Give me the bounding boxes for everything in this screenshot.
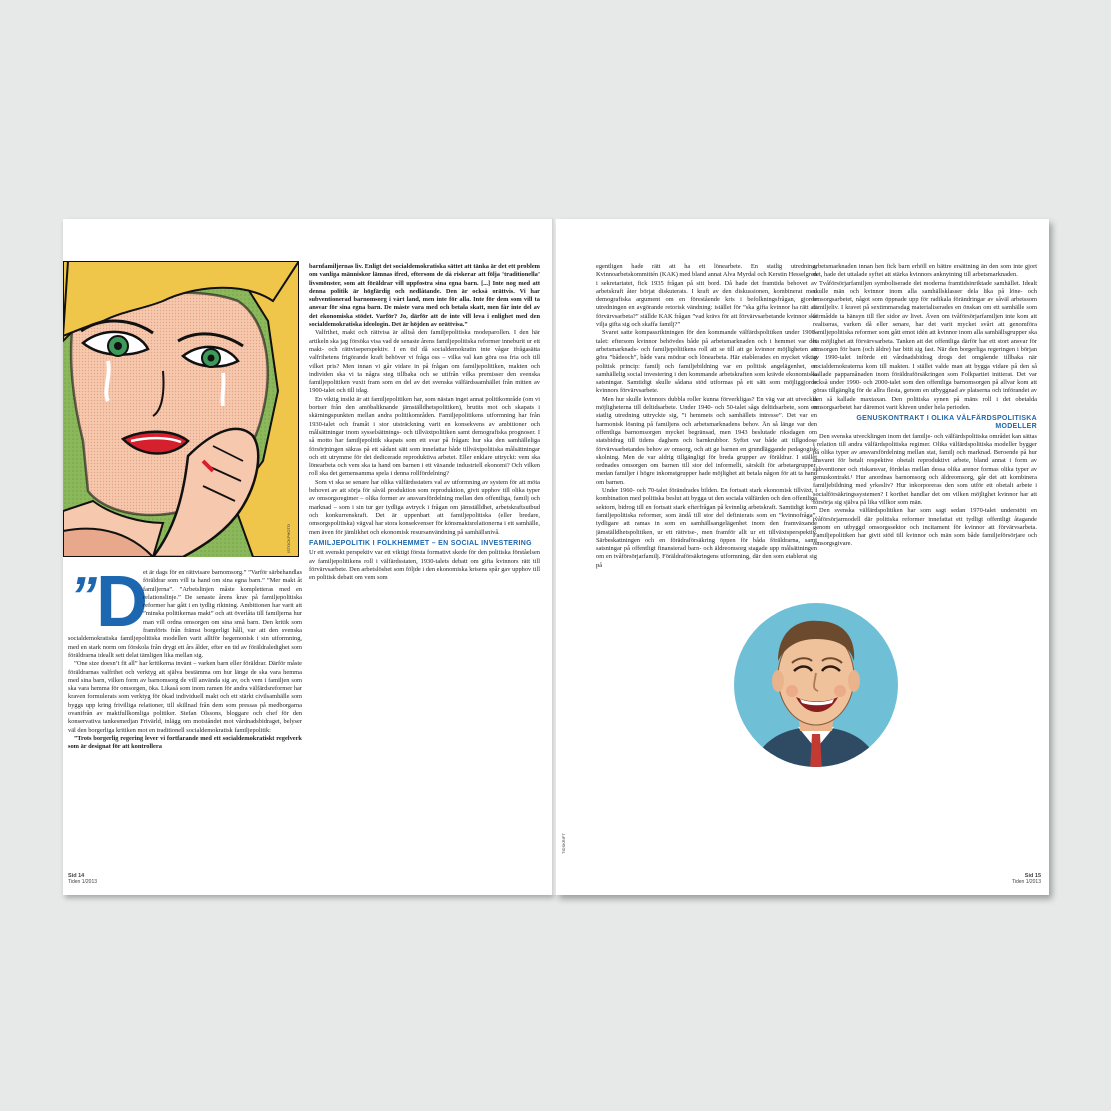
quote-paragraph: ”Trots borgerlig regering lever vi fortfarande med ett socialdemokratiskt regelverk som är designat för att kontrollera <box>68 734 302 751</box>
quote-paragraph: barnfamiljernas liv. Enligt det socialdemokratiska sättet att tänka är det ett problem om vanliga människor lämnas ifred, eftersom de då riskerar att följa ‘traditionella’ livsmönster, som att föräldrar vill uppfostra sina egna barn. [...] Inte nog med att denna politik är högfärdig och nedlåtande. Den är också orättvis. Vi har subventionerad barnomsorg i vårt land, men inte för alla. Inte för dem som vill ta ansvar för sina egna barn. De måste vara med och betala skatt, men får inte del av det ekonomiska stödet. Varför? Jo, därför att de inte vill leva i enlighet med den socialdemokratiska ideologin. Det är höjden av orättvisa.” <box>309 263 540 329</box>
section-heading: FAMILJEPOLITIK I FOLKHEMMET – EN SOCIAL INVESTERING <box>309 539 532 547</box>
crying-woman-comic-illustration <box>63 261 299 557</box>
image-wrap-spacer <box>726 599 818 749</box>
issue-label: Tiden 1/2013 <box>68 879 98 885</box>
side-label: TIDSKRIFT <box>561 833 566 854</box>
paragraph: arbetsmarknaden innan hen fick barn erhöll en bättre ersättning än den som inte gjort det, hade det uttalade syftet att stärka kvinnors anknytning till arbetsmarknaden. <box>813 263 1037 279</box>
page-number: Sid 14 <box>68 873 85 879</box>
paragraph: Under 1960- och 70-talet förändrades bilden. En fortsatt stark ekonomisk tillväxt, i kombination med politiska beslut att bygga ut den sociala välfärden och den offentliga sektorn, bidrog till en fortsatt stark efterfrågan på kvinnlig arbetskraft. Samtidigt kom familjepolitiska reformer, som ändå till stor del definierats som en ”kvinnofråga”, tydligare att ramas in som en samhällsangelägenhet inom den framväxande jämställdhetspolitiken, ur ett rättvise-, men framför allt ur ett tillväxtsperspektiv. Särbeskattningen och en förädraförsäkring öppen för båda föräldrarna, samt satsningar på offentligt finansierad barn- och äldreomsorg stagade upp målsättningen om en tvåförsörjarfamilj. Föräldraförsäkringens utformning, där den som etablerat sig på <box>596 487 818 569</box>
paragraph: Men hur skulle kvinnors dubbla roller kunna förverkligas? En väg var att utveckla möjligheterna till deltidsarbete. Under 1940- och 50-talet sågs deltidsarbete, som en statlig utredning uttryckte sig, ”i hemmets och samhällets intresse”. Det var en harmonisk lösning på familjens och arbetsmarknadens behov. Än så länge var den offentliga barnomsorgen mycket begränsad, men 1943 beslutade riksdagen om statsbidrag till tidens daghem och barnkrubbor. Syftet var både att tillgodose förvärvsarbetandes behov av omsorg, och att ge barnen en grundläggande pedagogisk skolning. Men de var aldrig tillgängligt för breda grupper av föräldrar. I stället ordnades omsorgen om barnen till stor del informellt, särskilt för arbetargrupper, medan familjer i högre inkomstgrupper hade möjlighet att betala någon för att ta hand om barnen. <box>596 395 817 486</box>
issue-label: Tiden 1/2013 <box>1011 879 1041 885</box>
left-page <box>63 219 552 895</box>
paragraph: En viktig insikt är att familjepolitiken har, som nästan inget annat politikområde (om vi bortser från den amöbaliknande jämställdhetspolitiken), brutits mot och skapats i skärningspunkten mellan andra politikområden. Familjepolitikens utformning har från 1930-talet och framåt i stor utsträckning varit en konsekvens av ambitioner och målsättningar inom sysselsättnings- och tillväxtpolitiken samt demografiska prognoser. I så motto har familjepolitik skapats som ett svar på frågan: hur ska den samhälleliga försörjningen säkras på ett sådant sätt som innefattar både tillväxtpolitiska målsättningar och ett utrymme för det dedicerade reproduktiva arbetet. Eller enklare uttryckt: vem ska lönearbeta och vem ska ta hand om barnen i ett växande industriell ekonomi? Och vilken roll ska det gemensamma spela i denna rollfördelning? <box>309 395 540 478</box>
paragraph: Ur ett svenskt perspektiv var ett viktigt första formativt skede för den politiska förståelsen av familjepolitikens roll i välfärdsstaten, 1930-talets debatt om gifta kvinnors rätt till förvärvsarbete. Den arbetslöshet som följde i den ekonomiska krisens spår gav upphov till en politisk debatt om vem som <box>309 549 540 582</box>
left-column-1 <box>68 562 302 865</box>
section-heading: GENUSKONTRAKT I OLIKA VÄLFÄRDSPOLITISKA MODELLER <box>856 415 1037 430</box>
drop-cap-quote: ” <box>70 566 97 626</box>
paragraph: Valfrihet, makt och rättvisa är alltså den familjepolitiska modeparollen. I den här artikeln ska jag försöka visa vad de senaste årens familjepolitiska reformer inneburit ur ett makt- och rättviseperspektiv. I en tid då socialdemokratin inte vågar ifrågasätta valfrihetens frigörande kraft behöver vi fråga oss – vilka val kan göra oss fria och till vilket pris? Men innan vi går vidare in på frågan om familjepolitiken, makten och individen ska vi ta några steg tillbaka och se utifrån vilka premisser den svenska familjepolitiken vuxit fram som en del av det svenska välfärdssamhället från mitten av 1900-talet och till idag. <box>309 329 540 395</box>
right-column-2 <box>812 263 1037 873</box>
right-page <box>556 219 1049 895</box>
drop-cap-letter: D <box>96 562 148 642</box>
paragraph: Tvåförsörjarfamiljen symboliserade det moderna framtidsinriktade samhället. Idealt skulle män och kvinnor inom alla samhällsklasser dela lika på löne- och omsorgsarbetet, något som öppnade upp för radikala förändringar av såväl arbetssom familjeliv. I kravet på sextimmarsdag materialiserades en önskan om ett samhälle som förmådde ta hänsyn till fler sidor av livet. Även om tvåförsörjarfamiljen inte kom att realiseras, varken då eller senare, har det varit mycket svårt att genomföra familjepolitiska reformer som gått emot idén att kvinnor inom alla samhällsgrupper ska ha möjlighet att förvärvsarbeta. Tanken att det offentliga därför har ett stort ansvar för omsorgen för barn (och äldre) har bitit sig fast. När den borgerliga regeringen i början av 1990-talet införde ett vårdnadsbidrag drogs det omgående tillbaka när socialdemokraterna kom till makten. I stället valde man att bygga vidare på den så kallade pappamånaden inom föräldraförsäkringen som Folkpartiet initierat. Det var också under 1990- och 2000-talet som den offentliga barnomsorgen på allvar kom att göras tillgänglig för de allra flesta, genom en utbyggnad av platserna och införandet av den så kallade maxtaxan. Den politiska synen på mäns roll i det obetalda omsorgsarbetet har däremot varit kluven under hela perioden. <box>813 279 1037 412</box>
paragraph: egentligen hade rätt att ha ett lönearbete. En statlig utredning, Kvinnoarbetskommittén (KAK) med bland annat Alva Myrdal och Kerstin Hesselgren i sekretariatet, fick 1935 frågan på sitt bord. Då hade det framtida behovet av arbetskraft åter börjat diskuterats. I kraft av den diskussionen, kombinerat med demografiska argument om en förestående kris i befolkningsfrågan, gjorde utredningen en avgörande retorisk vändning: istället för ”ska gifta kvinnor ha rätt att förvärvsarbeta?” ställde KAK frågan ”vad krävs för att förvärvsarbetande kvinnor ska vilja gifta sig och skaffa familj?” <box>596 263 817 329</box>
right-column-1 <box>596 263 818 873</box>
paragraph: Den svenska utvecklingen inom det familje- och välfärdspolitiska området kan sättas i relation till andra välfärdspolitiska regimer. Olika välfärdspolitiska modeller bygger på olika typer av ansvarsfördelning mellan stat, familj och marknad. Beroende på hur ansvaret för betalt respektive obetalt reproduktivt arbete, bland annat i form av subventioner och riskansvar, fördelas mellan dessa olika arenor formas olika typer av genuskontrakt.¹ Hur anordnas barnomsorg och äldreomsorg, går det att kombinera familjebildning med yrkesliv? Hur inkorporeras den som utför ett obetalt arbete i socialförsäkringssystemen? I korthet handlar det om vilken möjlighet kvinnor har att försörja sig själva på lika villkor som män. <box>813 432 1037 506</box>
page-number: Sid 15 <box>1024 873 1041 879</box>
right-folio <box>1012 873 1041 885</box>
paragraph: ”One size doesn’t fit all” har kritikerna invänt – varken barn eller föräldrar. Därför måste föräldrarnas valfrihet och verktyg att själva bestämma om hur länge de ska vara hemma med sina barn, vilken form av barnomsorg de vill använda sig av, och vem i familjen som ska vara hemma för omsorgen, öka. Likaså som inom ramen för andra välfärdsreformer har kraven formulerats som verktyg för ökad individuell makt och ett stärkt civilsamhälle som byggs upp kring frivilliga relationer, till skillnad från dem som pressas på medborgarna ovanifrån av maktfullkomliga politiker. Stefan Olssons, bloggare och chef för den konservativa tankesmedjan Frivärld, inlägg om motståndet mot vårdnadsbidraget, belyser väl den borgerliga kritiken mot en traditionell socialdemokratisk familjepolitik: <box>68 660 302 734</box>
paragraph: et är dags för en rättvisare barnomsorg.” ”Varför särbehandlas föräldrar som vill ta hand om sina egna barn.” ”Mer makt åt familjerna”. ”Arbetslinjen måste kompletteras med en relationslinje.” De senaste årens krav på familjepolitiska reformer har gått i en tydlig riktning. Ambitionen har varit att ”minska politikernas makt” och att överlåta till familjerna hur man vill ordna omsorgen om sina små barn. Den kritik som framförts från främst borgerligt håll, var att den svenska socialdemokratiska familjepolitiska modellen varit alltför hegemonisk i sin utformning, med en stark norm om förskola från drygt ett års ålder, efter en tid av föräldraledighet som föräldrarna ideallt sett delat tämligen lika mellan sig. <box>68 569 302 659</box>
paragraph: Som vi ska se senare har olika välfärdsstaters val av utformning av system för att möta behovet av att sörja för såväl produktion som reproduktion, givit upphov till olika typer av omsorgsregimer – olika former av ansvarsfördelning mellan den offentliga, familj och marknad – som i sin tur ger tydliga avtryck i frågan om jämställdhet, arbetskraftsutbud och konkurrenskraft. Det är uppenbart att familjepolitiska (eller bredare, omsorgspolitiska) vägval har stora konsekvenser för könsmaktsrelationerna i ett samhälle, men även för jämlikhet och ekonomisk resursanvändning på samhällsnivå. <box>309 478 540 536</box>
photo-credit: ISTOCKPHOTO <box>286 524 291 553</box>
left-column-2 <box>309 263 540 869</box>
drop-cap-spacer <box>68 566 143 635</box>
paragraph: Svaret satte kompassriktningen för den kommande välfärdspolitiken under 1900-talet: eftersom kvinnor behövdes både på arbetsmarknaden och i hemmet var det arbetsmarknads- och familjepolitikens roll att se till att ge kvinnor möjligheten att göra ”bådeoch”, både vara mödrar och lönearbeta. Här etablerades en mycket viktig politisk princip: familj och familjebildning var en politisk angelägenhet, en samhällelig social investering i den kommande arbetskraften som krävde ekonomiska satsningar. Samtidigt skulle sådana stöd utformas på ett sätt som möjliggjorde kvinnors förvärvsarbete. <box>596 329 817 395</box>
image-wrap-spacer <box>812 599 904 759</box>
left-folio <box>68 873 97 885</box>
paragraph: Den svenska välfärdspolitiken har som sagt sedan 1970-talet understött en tvåförsörjarmodell där politiska reformer innefattat ett tydligt offentligt åtagande genom en utbyggd omsorgssektor och incitament för kvinnor att förvärvsarbeta. Familjepolitiken har givit stöd till kvinnor och män som både familjeförsörjare och omsorgsgivare. <box>813 507 1037 548</box>
